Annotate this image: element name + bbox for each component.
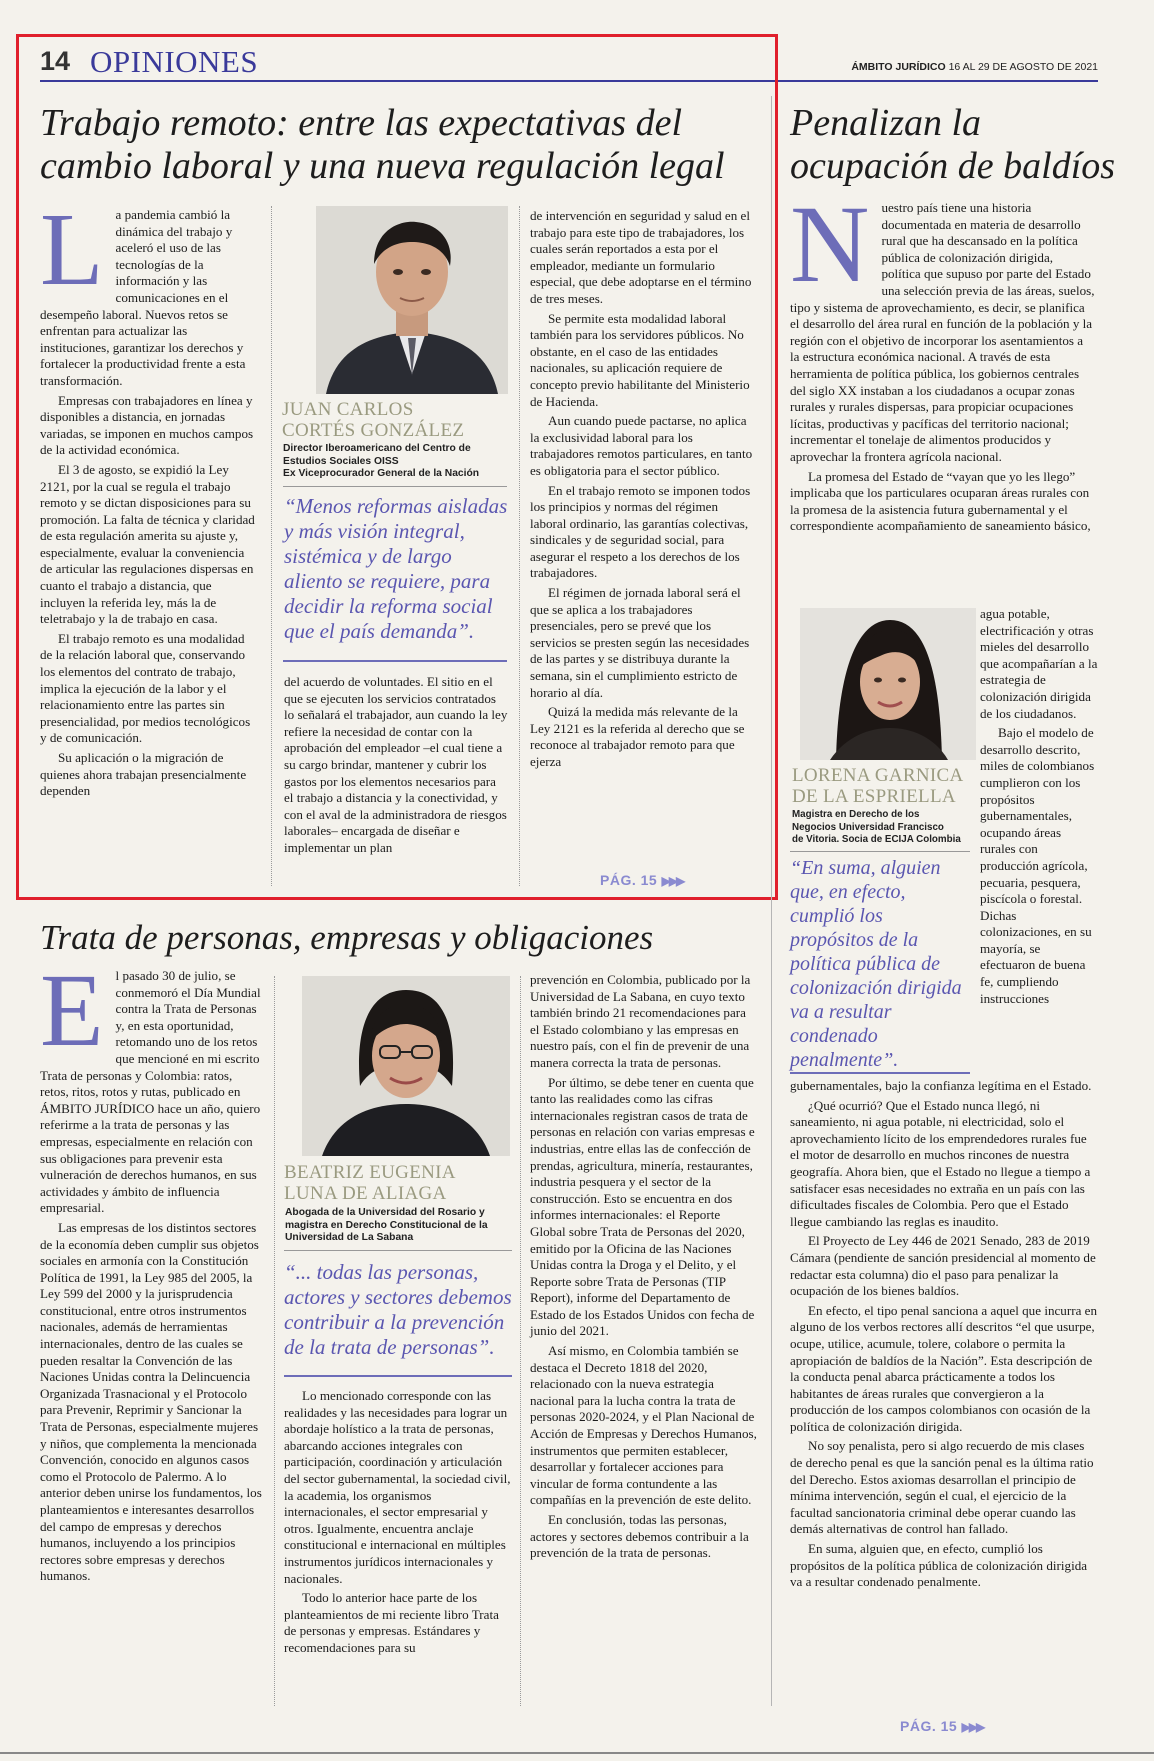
paragraph: Lo mencionado corresponde con las realidades y las necesidades para lograr un abordaje holístico a la trata de personas, abarcando acciones integrales con participación, coordinación y articulación del sector gubernamental, la sociedad civil, la academia, los organismos internacionales, el sector empresarial y otros. Igualmente, encuentra anclaje constitucional e internacional en múltiples instrumentos jurídicos internacionales y nacionales. [284,1388,511,1586]
quote-divider [284,1250,512,1251]
author-role-line: magistra en Derecho Constitucional de la [285,1219,488,1231]
author-name [284,1162,514,1204]
dropcap: N [790,183,870,305]
section-title: OPINIONES [90,44,259,79]
author-name [792,765,977,807]
column-separator [520,976,521,1706]
triple-arrow-icon: ▶▶▶ [961,1720,984,1734]
article-title-trabajo-remoto: Trabajo remoto: entre las expectativas del cambio laboral y una nueva regulación legal [40,102,725,187]
paragraph: Así mismo, en Colombia también se destaca el Decreto 1818 del 2020, relacionado con la nueva estrategia nacional para la lucha contra la trata de personas 2020-2024, y el Plan Nacional de Acción de Empresas y Derechos Humanos, instrumentos que permiten establecer, desarrollar y fortalecer acciones para vincular de forma contundente a las compañías en la prevención de este delito. [530,1343,757,1508]
paragraph: Las empresas de los distintos sectores de la economía deben cumplir sus objetos sociales en armonía con la Constitución Política de 1991, la Ley 985 del 2005, la Ley 599 del 2000 y la jurisprudencia constitucional, entre otros instrumentos nacionales, además de herramientas internacionales, dentro de las cuales se pueden resaltar la Convención de las Naciones Unidas contra la Delincuencia Organizada Trasnacional y el Protocolo para Prevenir, Reprimir y Sancionar la Trata de Personas, especialmente mujeres y niños, que complementa la mencionada Convención, conocido en algunos casos como el Protocolo de Palermo. A lo anterior deben unirse los fundamentos, los planteamientos e interesantes desarrollos del campo de empresas y derechos humanos, incluyendo a los principios rectores sobre empresas y derechos humanos. [40,1219,262,1584]
dropcap: L [40,192,104,307]
paragraph: El régimen de jornada laboral será el que se aplica a los trabajadores presenciales, pero se prevé que los servicios se presten según las necesidades de las partes y se distribuya durante la semana, sin el cumplimiento estricto de horario al día. [530,585,750,700]
paragraph: Por último, se debe tener en cuenta que tanto las realidades como las cifras internacionales registran casos de trata de personas en relación con varias empresas e industrias, entre ellas las de confección de prendas, agricultura, minería, restaurantes, industria pesquera y el sector de la construcción. Esto se encuentra en dos informes internacionales: el Reporte Global sobre Trata de Personas del 2020, emitido por la Oficina de las Naciones Unidas contra la Droga y el Delito, y el Reporte sobre Trata de Personas (TIP Report), informe del Departamento de Estado de los Estados Unidos con fecha de junio del 2021. [530,1074,755,1339]
paragraph: gubernamentales, bajo la confianza legítima en el Estado. [790,1078,1092,1093]
quote-divider [790,851,970,852]
author-name-line: JUAN CARLOS [282,399,414,420]
author-photo-lorena [800,608,976,760]
author-name-line: LUNA DE ALIAGA [284,1183,447,1204]
paragraph: La promesa del Estado de “vayan que yo les llego” implicaba que los particulares ocuparan áreas rurales con la promesa de la asistencia futura gubernamental y el correspondiente acompañamiento de saneamiento básico, [790,468,1091,534]
paragraph: a pandemia cambió la dinámica del trabajo y aceleró el uso de las tecnologías de la información y las comunicaciones en el desempeño laboral. Nuevos retos se enfrentan para actualizar las instituciones, garantizar los derechos y fortalecer la productividad frente a esta transformación. [40,207,246,388]
author-role [283,443,513,481]
triple-arrow-icon: ▶▶▶ [661,874,684,888]
author-role-line: Universidad de La Sabana [285,1232,414,1244]
man-portrait-icon [316,206,508,394]
author-role-line: Director Iberoamericano del Centro de [283,443,471,454]
article1-column-3 [530,208,756,774]
paragraph: Se permite esta modalidad laboral también para los servidores públicos. No obstante, en el caso de las entidades nacionales, su aplicación requiere de concepto previo habilitante del Ministerio de Hacienda. [530,310,750,409]
paragraph: El trabajo remoto es una modalidad de la relación laboral que, conservando los elementos del contrato de trabajo, implica la ejecución de la labor y el relacionamiento entre las partes sin presencialidad, por medios tecnológicos y de comunicación. [40,630,251,746]
paragraph: Quizá la medida más relevante de la Ley 2121 es la referida al derecho que se reconoce al trabajador remoto para que ejerza [530,704,745,769]
paragraph: El Proyecto de Ley 446 de 2021 Senado, 283 de 2019 Cámara (pendiente de sanción presidencial al momento de redactar esta columna) dio el paso para penalizar la ocupación de los bienes baldíos. [790,1233,1096,1299]
quote-divider [283,486,507,487]
article-title-trata-de-personas: Trata de personas, empresas y obligaciones [40,918,654,957]
author-role [792,809,977,847]
continued-link[interactable] [600,872,683,888]
author-name-line: DE LA ESPRIELLA [792,786,956,807]
paragraph: Aun cuando puede pactarse, no aplica la exclusividad laboral para los trabajadores remotos particulares, en tanto es obligatoria para el sector público. [530,413,753,478]
paragraph: Empresas con trabajadores en línea y disponibles a distancia, en jornadas variadas, se imponen en muchos campos de la actividad económica. [40,392,254,458]
author-name [282,399,512,441]
author-role-line: Estudios Sociales OISS [283,455,399,467]
pull-quote: “Menos reformas aisladas y más visión integral, sistémica y de largo aliento se requiere, para decidir la reforma social que el país demanda”. [284,494,508,643]
article2-wrap-column [980,606,1098,1010]
author-role-line: Abogada de la Universidad del Rosario y [285,1207,485,1218]
pull-quote: “... todas las personas, actores y sectores debemos contribuir a la prevención de la trata de personas”. [284,1260,512,1359]
article2-intro [790,183,1095,538]
woman-glasses-portrait-icon [302,976,510,1156]
dropcap: E [40,953,104,1068]
paragraph: agua potable, electrificación y otras mieles del desarrollo que acompañarían a la estrategia de colonización dirigida de los ciudadanos. [980,606,1098,721]
paragraph: Todo lo anterior hace parte de los planteamientos de mi reciente libro Trata de personas y empresas. Estándares y recomendaciones para su [284,1590,499,1655]
author-name-line: BEATRIZ EUGENIA [284,1162,456,1183]
paragraph: Su aplicación o la migración de quienes ahora trabajan presencialmente dependen [40,750,247,799]
article3-column-2 [284,1388,512,1660]
author-role [285,1207,517,1245]
paragraph: uestro país tiene una historia documentada en materia de desarrollo rural que ha descansado en la política pública de colonización dirigida, política que supuso por parte del Estado una selección previa de las áreas, suelos, tipo y sistema de aprovechamiento, es decir, se planifica el desarrollo del área rural en función de la población y la región con el objetivo de incorporar los asentamientos a la estructura económica nacional. A través de esta herramienta de política pública, los gobiernos centrales del siglo XX instaban a los ciudadanos a ocupar zonas rurales y rurales dispersas, para propiciar ocupaciones lícitas, productivas y pacíficas del territorio nacional; incrementar el tonelaje de alimentos producidos y aprovechar la frontera agrícola nacional. [790,200,1095,464]
paragraph: El 3 de agosto, se expidió la Ley 2121, por la cual se regula el trabajo remoto y se dictan disposiciones para su promoción. La falta de técnica y claridad de esta regulación amerita su ajuste y, especialmente, evaluar la conveniencia de articular las regulaciones dispersas en cuanto el trabajo a distancia, que incluyen la referida ley, más la de teletrabajo y la de trabajo en casa. [40,461,255,627]
paragraph: ¿Qué ocurrió? Que el Estado nunca llegó, ni saneamiento, ni agua potable, ni electricidad, solo el aprovechamiento lícito de los emprendedores rurales fue el motor de desarrollo en muchos rincones de nuestra geografía. Ahora bien, que el Estado no llegue a tiempo a satisfacer esas necesidades no extraña en un país con las dificultades fiscales de Colombia. Pero que el Estado llegue cambiando las reglas es inaudito. [790,1097,1091,1229]
paragraph: del acuerdo de voluntades. El sitio en el que se ejecuten los servicios contratados lo señalará el trabajador, aun cuando la ley refiere la necesidad de contar con la aprobación del empleador –el cual tiene a su cargo brindar, mantener y cubrir los gastos por los elementos necesarios para el trabajo a distancia y la conectividad, y con el aval de la administradora de riesgos laborales– encargada de diseñar e implementar un plan [284,674,508,855]
publication-name: ÁMBITO JURÍDICO [851,61,946,73]
page-number: 14 [40,46,71,76]
article-title-baldios: Penalizan la ocupación de baldíos [790,102,1116,187]
author-role-line: de Vitoria. Socia de ECIJA Colombia [792,834,961,846]
paragraph: No soy penalista, pero si algo recuerdo de mis clases de derecho penal es que la sanción penal es la última ratio del Derecho. Estos axiomas desarrollan el principio de mínima intervención, según el cual, el ejercicio de la facultad sancionatoria criminal debe operar cuando las demás alternativas de control han fallado. [790,1438,1094,1537]
woman-portrait-icon [800,608,976,760]
column-separator [271,206,272,886]
paragraph: prevención en Colombia, publicado por la Universidad de La Sabana, en cuyo texto también brindo 21 recomendaciones para el Estado colombiano y las empresas en nuestro país, con el fin de prevenir de una manera correcta la trata de personas. [530,972,751,1070]
paragraph: En el trabajo remoto se imponen todos los principios y normas del régimen laboral ordinario, las garantías colectivas, sindicales y de seguridad social, para asegurar el respeto a los derechos de los trabajadores. [530,482,751,581]
article1-column-1 [40,192,258,803]
issue-date: 16 AL 29 DE AGOSTO DE 2021 [948,61,1098,73]
paragraph: En suma, alguien que, en efecto, cumplió los propósitos de la política pública de colonización dirigida va a resultar condenado penalmente. [790,1541,1088,1590]
article-separator [771,96,772,1706]
author-photo-juan-carlos [316,206,508,394]
paragraph: Bajo el modelo de desarrollo descrito, miles de colombianos cumplieron con los propósitos gubernamentales, ocupando áreas rurales con producción agrícola, pecuaria, pesquera, piscícola o forestal. Dichas colonizaciones, en su mayoría, se efectuaron de buena fe, cumpliendo instrucciones [980,725,1095,1006]
author-role-line: Ex Viceprocurador General de la Nación [283,468,480,480]
paragraph: En conclusión, todas las personas, actores y sectores debemos contribuir a la prevención de la trata de personas. [530,1512,749,1561]
article2-body [790,1078,1098,1594]
quote-divider [790,1072,970,1074]
continued-link[interactable] [900,1718,983,1734]
quote-divider [283,660,507,662]
paragraph: En efecto, el tipo penal sanciona a aquel que incurra en alguno de los verbos rectores allí descritos “el que usurpe, ocupe, utilice, acumule, tolere, colabore o permita la apropiación de baldíos de la Nación”. Esta descripción de la conducta penal abarca prácticamente a todos los habitantes de áreas rurales que convergieron a la producción de los campos colombianos con ocasión de la política de colonización dirigida. [790,1302,1098,1434]
column-separator [274,976,275,1706]
masthead [851,61,1098,73]
continued-label: PÁG. 15 [900,1718,958,1734]
article3-column-1 [40,953,264,1588]
continued-label: PÁG. 15 [600,872,658,888]
pull-quote: “En suma, alguien que, en efecto, cumplió los propósitos de la política pública de colonización dirigida va a resultar condenado penalmente”. [790,857,962,1071]
author-name-line: LORENA GARNICA [792,765,964,786]
page-bottom-rule [0,1752,1154,1754]
article1-column-2 [284,674,508,860]
paragraph: de intervención en seguridad y salud en el trabajo para este tipo de trabajadores, los cuales serán reportados a esta por el empleador, mediante un formulario especial, que debe adoptarse en el término de tres meses. [530,208,752,306]
column-separator [519,206,520,886]
article3-column-3 [530,972,758,1565]
author-name-line: CORTÉS GONZÁLEZ [282,420,465,441]
author-photo-beatriz [302,976,510,1156]
author-role-line: Magistra en Derecho de los [792,809,920,820]
quote-divider [284,1375,512,1377]
author-role-line: Negocios Universidad Francisco [792,821,944,833]
paragraph: l pasado 30 de julio, se conmemoró el Día Mundial contra la Trata de Personas y, en esta oportunidad, retomando uno de los retos que mencioné en mi escrito Trata de personas y Colombia: ratos, retos, ritos, rotos y rutas, publicado en ÁMBITO JURÍDICO hace un año, quiero referirme a la trata de personas y las empresas, especialmente en relación con sus obligaciones para prevenir esta vulneración de derechos humanos, en sus actividades y ámbito de influencia empresarial. [40,968,261,1216]
